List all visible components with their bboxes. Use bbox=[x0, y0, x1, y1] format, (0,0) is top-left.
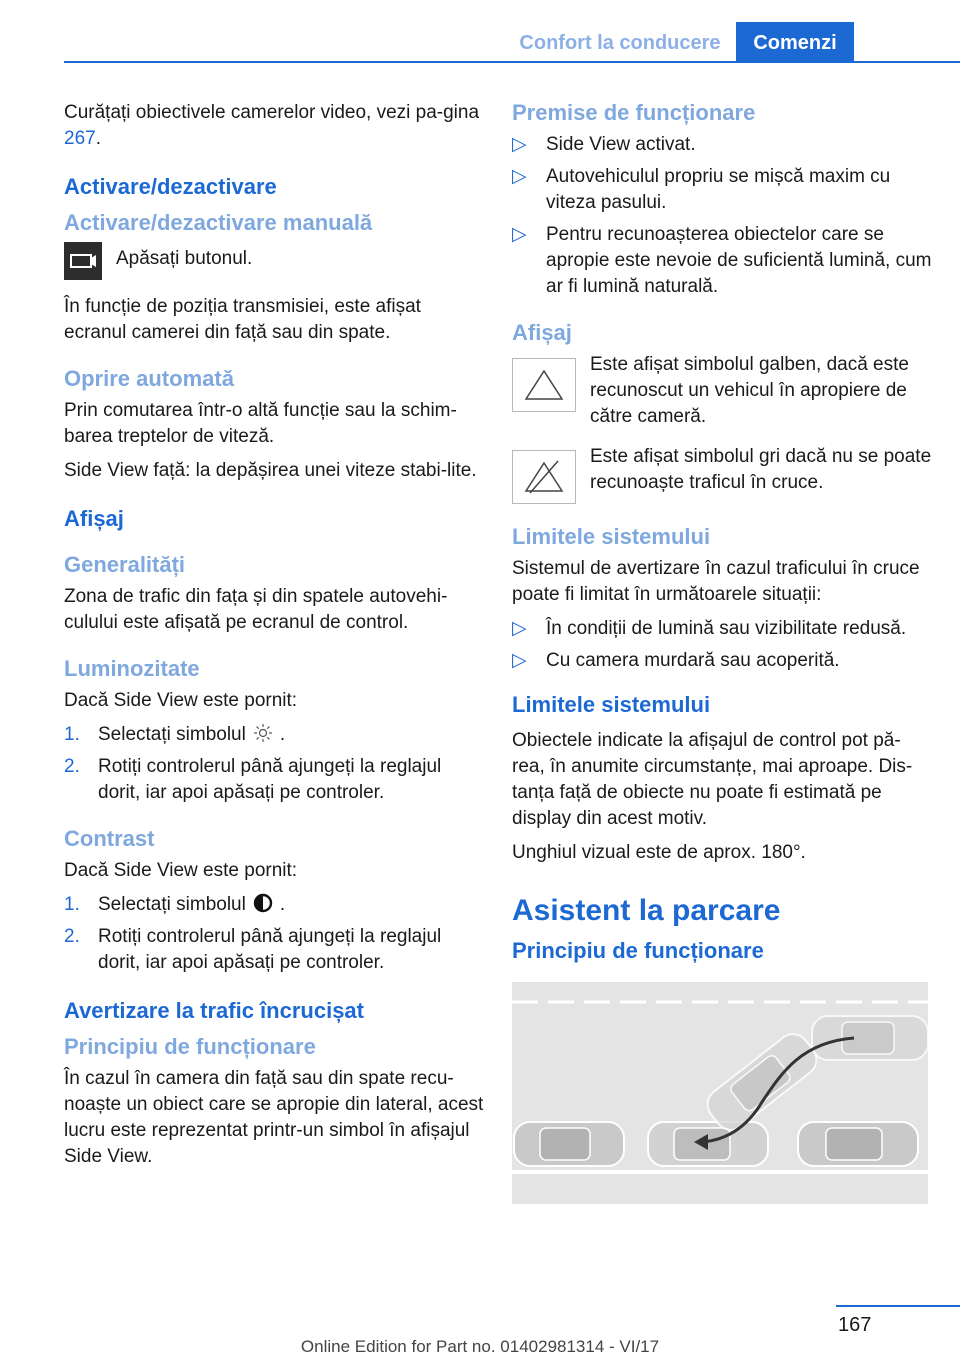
left-column bbox=[64, 100, 484, 1178]
general-text: Zona de trafic din fața și din spatele autovehi‐culului este afișată pe ecranul de control. bbox=[64, 586, 448, 633]
list-item: 1. Selectați simbolul . bbox=[64, 894, 286, 915]
list-item: 2. Rotiți controlerul până ajungeți la reglajul dorit, iar apoi apăsați pe controler. bbox=[64, 756, 442, 803]
heading-contrast: Contrast bbox=[64, 826, 155, 851]
header-tab-section[interactable]: Confort la conducere bbox=[519, 32, 721, 54]
header-tab-active[interactable]: Comenzi bbox=[736, 22, 854, 62]
header-rule bbox=[64, 61, 960, 63]
page-link[interactable]: 267 bbox=[64, 128, 96, 149]
heading-brightness: Luminozitate bbox=[64, 656, 200, 681]
heading-display-right: Afișaj bbox=[512, 320, 572, 345]
contrast-intro: Dacă Side View este pornit: bbox=[64, 860, 298, 881]
heading-general: Generalități bbox=[64, 552, 186, 577]
list-item: ▷ În condiții de lumină sau vizibilitate redusă. bbox=[512, 618, 907, 639]
limits-list bbox=[512, 616, 932, 674]
heading-principle-right: Principiu de funcționare bbox=[512, 938, 764, 963]
brightness-intro: Dacă Side View este pornit: bbox=[64, 690, 298, 711]
heading-manual: Activare/dezactivare manuală bbox=[64, 210, 373, 235]
heading-limits-1: Limitele sistemului bbox=[512, 524, 711, 549]
heading-principle: Principiu de funcționare bbox=[64, 1034, 316, 1059]
heading-auto-stop: Oprire automată bbox=[64, 366, 234, 391]
footer-rule bbox=[836, 1305, 960, 1307]
list-item: ▷ Cu camera murdară sau acoperită. bbox=[512, 650, 840, 671]
contrast-half-circle-icon bbox=[252, 892, 274, 914]
brightness-steps bbox=[64, 722, 484, 806]
display-yellow-row bbox=[512, 352, 932, 430]
right-column bbox=[512, 100, 932, 1204]
list-item: ▷ Side View activat. bbox=[512, 134, 696, 155]
heading-premises: Premise de funcționare bbox=[512, 100, 756, 125]
list-item: 1. Selectați simbolul . bbox=[64, 724, 286, 745]
parked-car-right bbox=[798, 1122, 918, 1166]
principle-text: În cazul în camera din față sau din spate recu‐noaște un obiect care se apropie din lateral, acest lucru este reprezentat printr-un simbol în afișajul Side View. bbox=[64, 1068, 484, 1167]
heading-activation: Activare/dezactivare bbox=[64, 174, 277, 199]
intro-paragraph: Curățați obiectivele camerelor video, vezi pa‐gina 267. bbox=[64, 102, 480, 149]
list-item: ▷ Autovehiculul propriu se mișcă maxim cu viteza pasului. bbox=[512, 166, 891, 213]
auto-stop-text-1: Prin comutarea într-o altă funcție sau la schim‐barea treptelor de viteză. bbox=[64, 400, 457, 447]
crossed-triangle-icon bbox=[512, 450, 576, 504]
heading-limits-2: Limitele sistemului bbox=[512, 692, 711, 717]
heading-parking-assistant: Asistent la parcare bbox=[512, 894, 781, 927]
lane-car bbox=[812, 1016, 928, 1060]
parking-illustration bbox=[512, 982, 928, 1204]
heading-display: Afișaj bbox=[64, 506, 124, 531]
warning-triangle-icon bbox=[512, 358, 576, 412]
contrast-steps bbox=[64, 892, 484, 976]
auto-stop-text-2: Side View față: la depășirea unei viteze stabi‐lite. bbox=[64, 460, 477, 481]
parked-car-left bbox=[514, 1122, 624, 1166]
list-item: 2. Rotiți controlerul până ajungeți la reglajul dorit, iar apoi apăsați pe controler. bbox=[64, 926, 442, 973]
limits-2-text: Obiectele indicate la afișajul de control pot pă‐rea, în anumite circumstanțe, mai aproape. Dis‐tanța față de obiecte nu poate fi estimată pe display din acest motiv. bbox=[512, 730, 913, 829]
page-number: 167 bbox=[838, 1314, 872, 1336]
brightness-sun-icon bbox=[252, 722, 274, 744]
press-button-text: Apăsați butonul. bbox=[116, 248, 253, 269]
display-yellow-text: Este afișat simbolul galben, dacă este recunoscut un vehicul în apropiere de către cameră. bbox=[590, 354, 909, 427]
display-gray-text: Este afișat simbolul gri dacă nu se poate recunoaște traficul în cruce. bbox=[590, 446, 932, 493]
list-item: ▷ Pentru recunoașterea obiectelor care se apropie este nevoie de suficientă lumină, cum ar fi lumină naturală. bbox=[512, 224, 932, 297]
heading-cross-traffic: Avertizare la trafic încrucișat bbox=[64, 998, 364, 1023]
angle-text: Unghiul vizual este de aprox. 180°. bbox=[512, 842, 806, 863]
manual-text: În funcție de poziția transmisiei, este afișat ecranul camerei din față sau din spate. bbox=[64, 296, 421, 343]
footer-edition: Online Edition for Part no. 01402981314 - VI/17 bbox=[300, 1337, 660, 1356]
display-gray-row bbox=[512, 444, 932, 504]
press-button-row bbox=[64, 242, 484, 280]
camera-button-icon bbox=[64, 242, 102, 280]
premises-list bbox=[512, 132, 932, 300]
limits-1-text: Sistemul de avertizare în cazul traficului în cruce poate fi limitat în următoarele situații: bbox=[512, 558, 920, 605]
